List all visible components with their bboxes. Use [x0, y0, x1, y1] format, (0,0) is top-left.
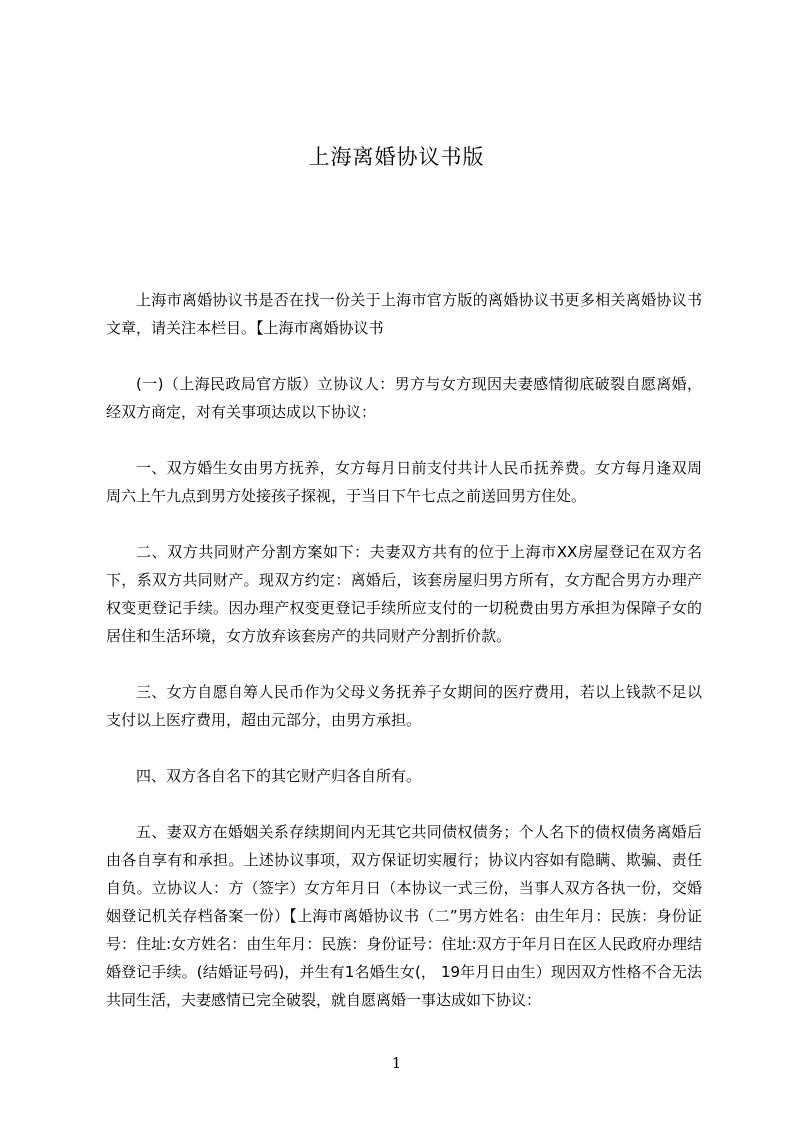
paragraph-intro: 上海市离婚协议书是否在找一份关于上海市官方版的离婚协议书更多相关离婚协议书文章，请关注本栏目。【上海市离婚协议书: [106, 291, 702, 337]
paragraph-clause-3: 三、女方自愿自筹人民币作为父母义务抚养子女期间的医疗费用，若以上钱款不足以支付以上医疗费用，超由元部分，由男方承担。: [106, 683, 702, 729]
document-title: 上海离婚协议书版: [308, 145, 485, 169]
paragraph-clause-5: 五、妻双方在婚姻关系存续期间内无其它共同债权债务；个人名下的债权债务离婚后由各自享有和承担。上述协议事项，双方保证切实履行；协议内容如有隐瞒、欺骗、责任自负。立协议人：方（签字）女方年月日（本协议一式三份，当事人双方各执一份，交婚姻登记机关存档备案一份）【上海市离婚协议书（二”男方姓名：由生年月：民族：身份证号：住址:女方姓名：由生年月：民族：身份证号：住址:双方于年月日在区人民政府办理结婚登记手续。(结婚证号码)，并生有1名婚生女(， 19年月日由生）现因双方性格不合无法共同生活，夫妻感情已完全破裂，就自愿离婚一事达成如下协议：: [106, 823, 702, 1009]
paragraph-agreement-parties: (一)（上海民政局官方版）立协议人：男方与女方现因夫妻感情彻底破裂自愿离婚，经双方商定，对有关事项达成以下协议：: [106, 375, 702, 421]
document-body: [106, 286, 702, 1042]
paragraph-clause-4: 四、双方各自名下的其它财产归各自所有。: [136, 767, 422, 785]
paragraph-clause-2: 二、双方共同财产分割方案如下：夫妻双方共有的位于上海市XX房屋登记在双方名下，系双方共同财产。现双方约定：离婚后，该套房屋归男方所有，女方配合男方办理产权变更登记手续。因办理产权变更登记手续所应支付的一切税费由男方承担为保障子女的居住和生活环境，女方放弃该套房产的共同财产分割折价款。: [106, 543, 702, 645]
paragraph-clause-1: 一、双方婚生女由男方抚养，女方每月日前支付共计人民币抚养费。女方每月逢双周周六上午九点到男方处接孩子探视，于当日下午七点之前送回男方住处。: [106, 459, 702, 505]
page-number: 1: [391, 1054, 402, 1072]
